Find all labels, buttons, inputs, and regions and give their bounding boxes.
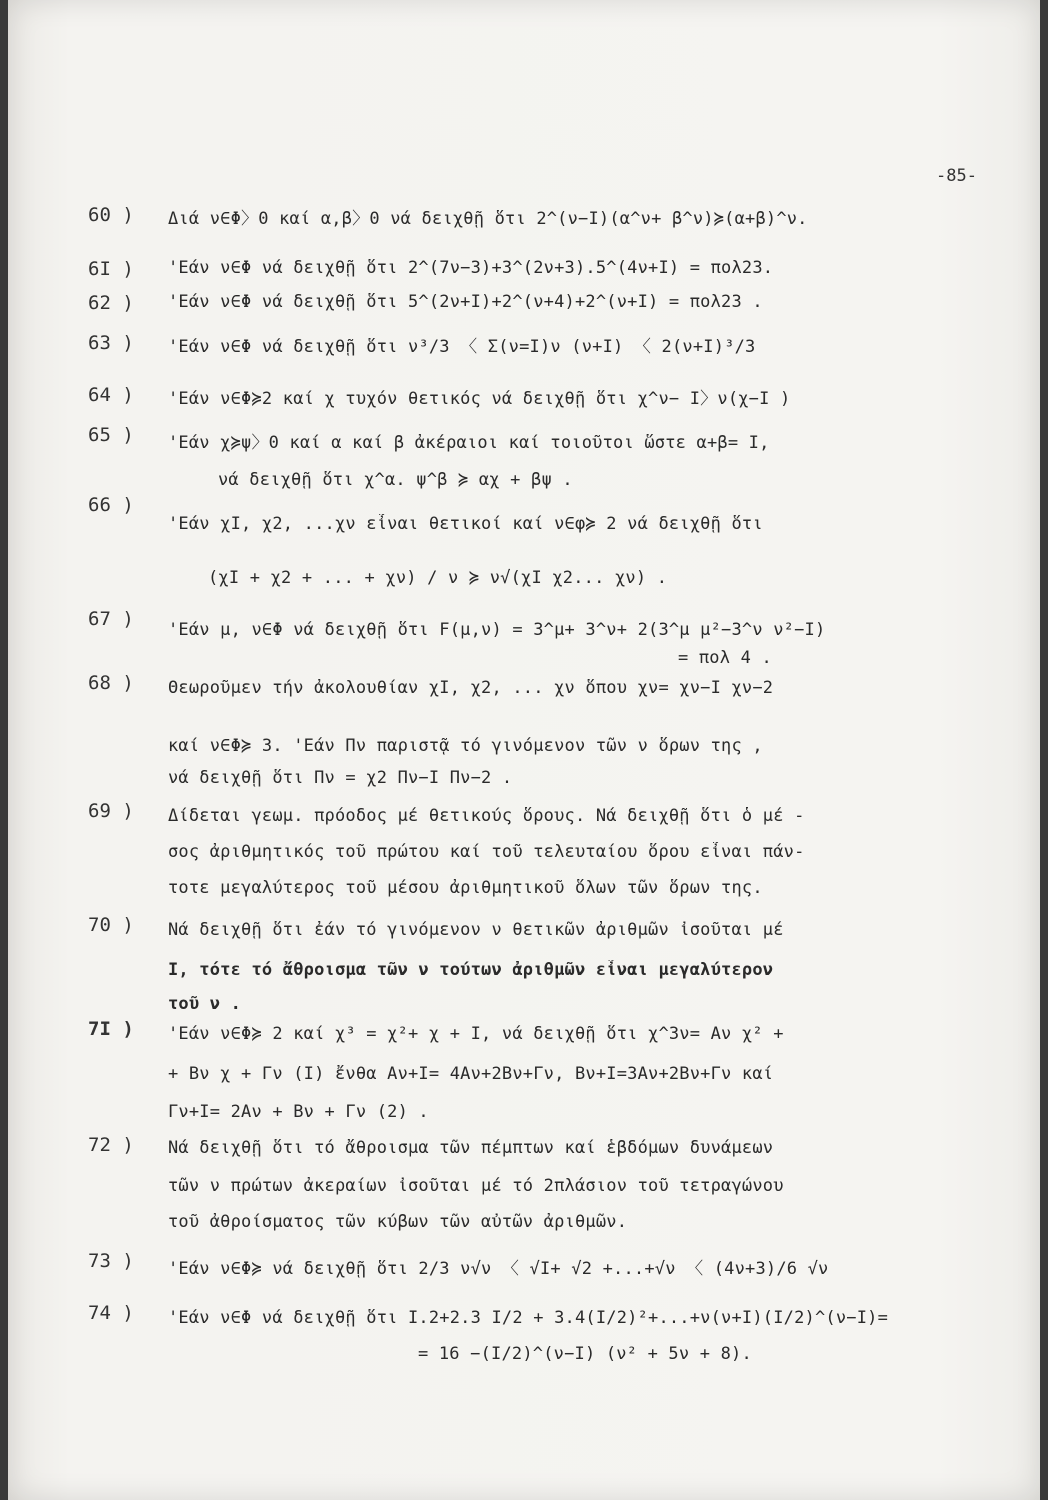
problem-number: 60 ) xyxy=(88,204,134,226)
problem-number: 74 ) xyxy=(88,1302,134,1324)
problem-number: 73 ) xyxy=(88,1250,134,1272)
problem-text: Ι, τότε τό ἄθροισμα τῶν ν τούτων ἀριθμῶν εἶναι μεγαλύτερον xyxy=(168,960,774,980)
problem-number: 69 ) xyxy=(88,800,134,822)
problem-text: 'Εάν ν∈Φ νά δειχθῇ ὅτι 2^(7ν−3)+3^(2ν+3).5^(4ν+Ι) = πολ23. xyxy=(168,258,774,278)
problem-number: 66 ) xyxy=(88,494,134,516)
problem-number: 65 ) xyxy=(88,424,134,446)
problem-text: νά δειχθῇ ὅτι Πν = χ2 Πν−Ι Πν−2 . xyxy=(168,768,513,788)
problem-text: 'Εάν ν∈Φ≽2 καί χ τυχόν θετικός νά δειχθῇ ὅτι χ^ν− Ι〉ν(χ−Ι ) xyxy=(168,389,791,409)
problem-number: 72 ) xyxy=(88,1134,134,1156)
problem-formula: (χΙ + χ2 + ... + χν) / ν ≽ ν√(χΙ χ2... χν) . xyxy=(208,568,668,588)
problem-number: 7Ι ) xyxy=(88,1018,134,1040)
problem-text: νά δειχθῇ ὅτι χ^α. ψ^β ≽ αχ + βψ . xyxy=(218,470,573,490)
document-page xyxy=(8,0,1040,1500)
problem-text: Γν+Ι= 2Aν + Bν + Γν (2) . xyxy=(168,1102,429,1122)
problem-text: Διά ν∈Φ〉0 καί α,β〉0 νά δειχθῇ ὅτι 2^(ν−Ι)(α^ν+ β^ν)≽(α+β)^ν. xyxy=(168,209,808,229)
problem-text: = πολ 4 . xyxy=(678,648,772,668)
problem-text: 'Εάν χΙ, χ2, ...χν εἶναι θετικοί καί ν∈φ≽ 2 νά δειχθῇ ὅτι xyxy=(168,514,763,534)
problem-number: 62 ) xyxy=(88,292,134,314)
problem-text: 'Εάν ν∈Φ νά δειχθῇ ὅτι 5^(2ν+Ι)+2^(ν+4)+2^(ν+Ι) = πολ23 . xyxy=(168,292,763,312)
problem-text: Δίδεται γεωμ. πρόοδος μέ θετικούς ὅρους. Νά δειχθῇ ὅτι ὁ μέ - xyxy=(168,806,805,826)
problem-text: 'Εάν μ, ν∈Φ νά δειχθῇ ὅτι F(μ,ν) = 3^μ+ 3^ν+ 2(3^μ μ²−3^ν ν²−Ι) xyxy=(168,620,826,640)
problem-text: Θεωροῦμεν τήν ἀκολουθίαν χΙ, χ2, ... χν ὅπου χν= χν−Ι χν−2 xyxy=(168,678,774,698)
problem-text: 'Εάν ν∈Φ≽ 2 καί χ³ = χ²+ χ + Ι, νά δειχθῇ ὅτι χ^3ν= Aν χ² + xyxy=(168,1024,784,1044)
problem-number: 63 ) xyxy=(88,332,134,354)
problem-text: = 16 −(Ι/2)^(ν−Ι) (ν² + 5ν + 8). xyxy=(418,1344,752,1364)
problem-text: 'Εάν ν∈Φ νά δειχθῇ ὅτι Ι.2+2.3 Ι/2 + 3.4(Ι/2)²+...+ν(ν+Ι)(Ι/2)^(ν−Ι)= xyxy=(168,1308,889,1328)
problem-text: τῶν ν πρώτων ἀκεραίων ἰσοῦται μέ τό 2πλάσιον τοῦ τετραγώνου xyxy=(168,1176,784,1196)
problem-number: 67 ) xyxy=(88,608,134,630)
problem-number: 64 ) xyxy=(88,384,134,406)
problem-text: τοτε μεγαλύτερος τοῦ μέσου ἀριθμητικοῦ ὅλων τῶν ὅρων της. xyxy=(168,878,763,898)
problem-text: 'Εάν ν∈Φ νά δειχθῇ ὅτι ν³/3 〈 Σ(ν=Ι)ν (ν+Ι) 〈 2(ν+Ι)³/3 xyxy=(168,337,756,357)
problem-number: 6Ι ) xyxy=(88,258,134,280)
problem-text: Νά δειχθῇ ὅτι τό ἄθροισμα τῶν πέμπτων καί ἑβδόμων δυνάμεων xyxy=(168,1138,774,1158)
problem-text: 'Εάν χ≽ψ〉0 καί α καί β ἀκέραιοι καί τοιοῦτοι ὥστε α+β= Ι, xyxy=(168,433,770,453)
problem-number: 68 ) xyxy=(88,672,134,694)
problem-text: τοῦ ἀθροίσματος τῶν κύβων τῶν αὐτῶν ἀριθμῶν. xyxy=(168,1212,628,1232)
problem-text: 'Εάν ν∈Φ≽ νά δειχθῇ ὅτι 2/3 ν√ν 〈 √Ι+ √2 +...+√ν 〈 (4ν+3)/6 √ν xyxy=(168,1259,829,1279)
problem-text: σος ἀριθμητικός τοῦ πρώτου καί τοῦ τελευταίου ὅρου εἶναι πάν- xyxy=(168,842,805,862)
problem-text: καί ν∈Φ≽ 3. 'Εάν Πν παριστᾷ τό γινόμενον τῶν ν ὅρων της , xyxy=(168,736,763,756)
problem-text: Νά δειχθῇ ὅτι ἐάν τό γινόμενον ν θετικῶν ἀριθμῶν ἰσοῦται μέ xyxy=(168,920,784,940)
problem-text: + Bν χ + Γν (Ι) ἔνθα Aν+Ι= 4Aν+2Bν+Γν, Bν+Ι=3Aν+2Bν+Γν καί xyxy=(168,1064,774,1084)
page-number: -85- xyxy=(936,166,977,186)
problem-number: 70 ) xyxy=(88,914,134,936)
problem-text: τοῦ ν . xyxy=(168,994,242,1014)
